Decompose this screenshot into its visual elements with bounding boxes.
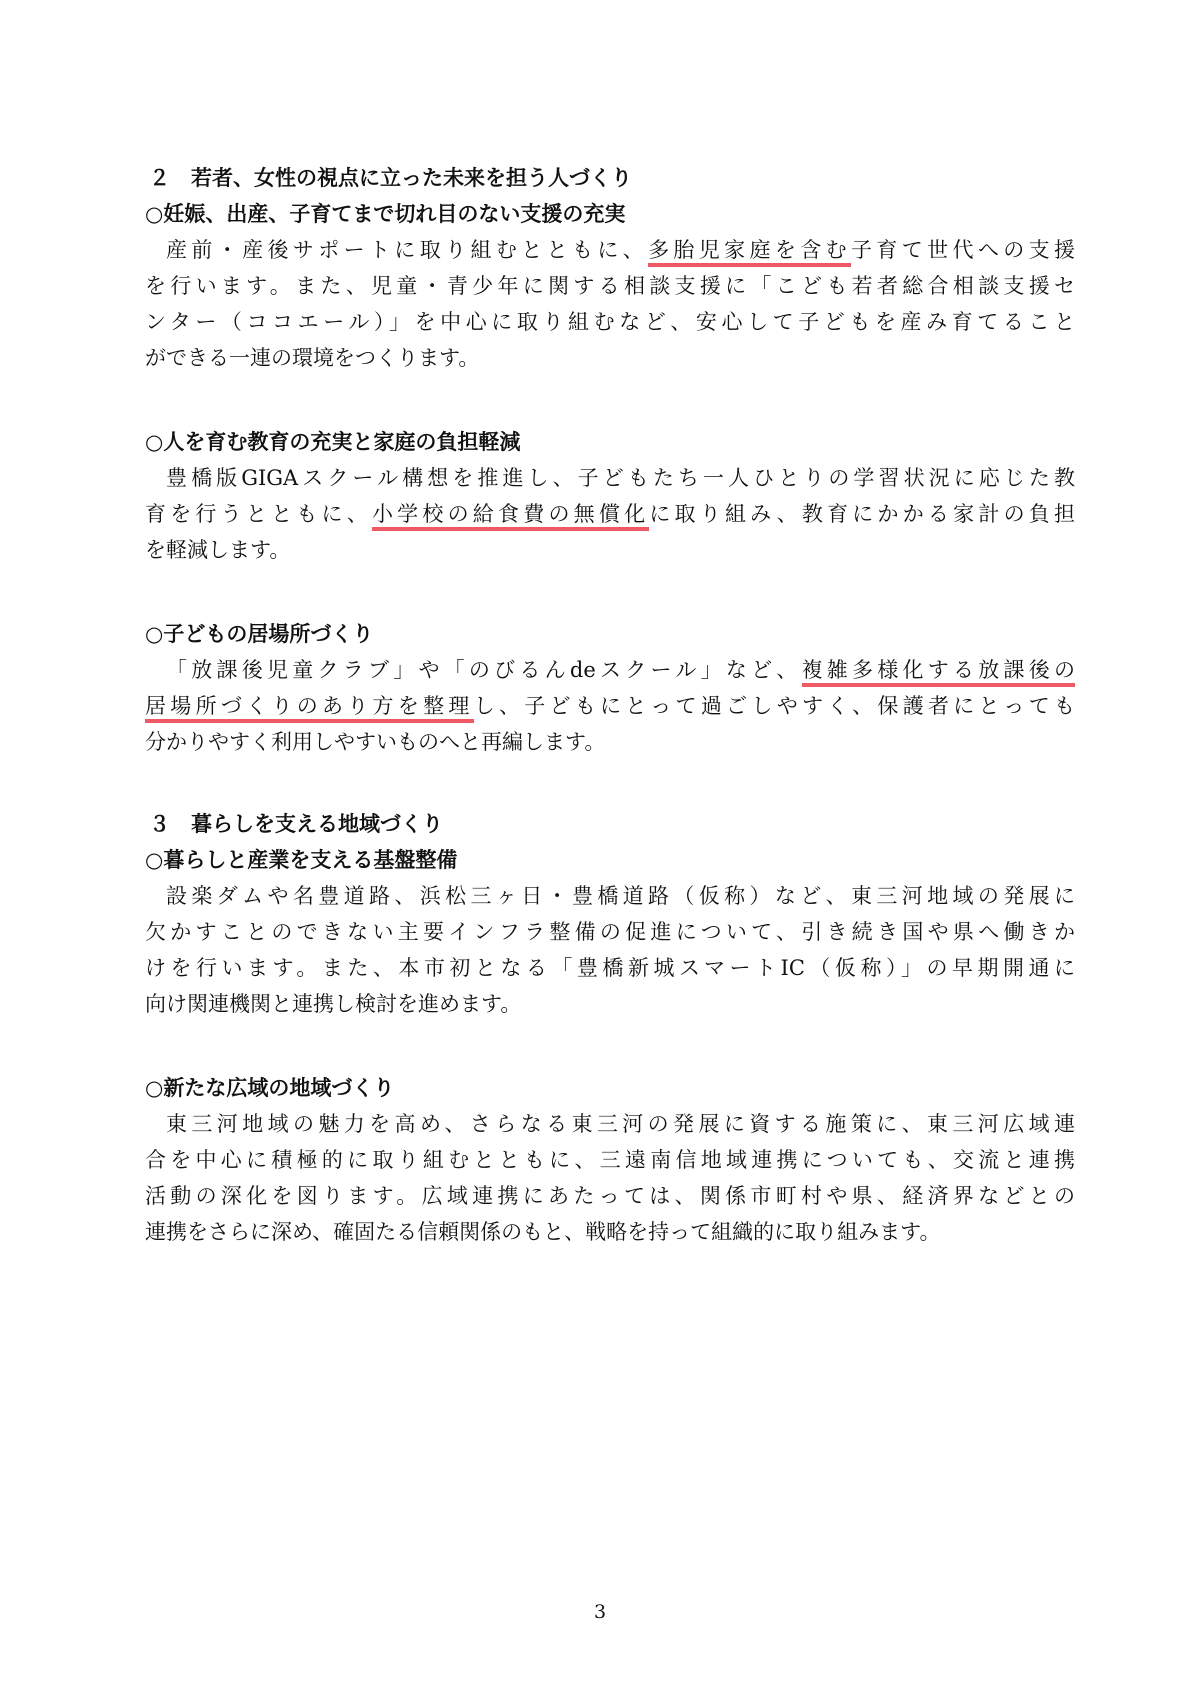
paragraph-line: ンター（ココエール）」を中心に取り組むなど、安心して子どもを産み育てること — [145, 310, 1075, 334]
highlighted-phrase: 多胎児家庭を含む — [648, 238, 851, 267]
paragraph-line: を軽減します。 — [145, 538, 291, 562]
paragraph-line: 設楽ダムや名豊道路、浜松三ヶ日・豊橋道路（仮称）など、東三河地域の発展に — [166, 884, 1075, 908]
paragraph-line: 豊橋版GIGAスクール構想を推進し、子どもたち一人ひとりの学習状況に応じた教 — [166, 466, 1075, 490]
subheading-regional: ○新たな広域の地域づくり — [145, 1075, 395, 1100]
document-body — [145, 160, 1075, 1250]
subheading-pregnancy-support: ○妊娠、出産、子育てまで切れ目のない支援の充実 — [145, 201, 626, 226]
subheading-childrens-place: ○子どもの居場所づくり — [145, 621, 374, 646]
paragraph-line: 活動の深化を図ります。広域連携にあたっては、関係市町村や県、経済界などとの — [145, 1184, 1075, 1208]
section-2-title: ２ 若者、女性の視点に立った未来を担う人づくり — [149, 166, 632, 190]
paragraph-education — [145, 460, 1075, 568]
highlighted-phrase: 小学校の給食費の無償化 — [372, 502, 649, 531]
section-3-title: ３ 暮らしを支える地域づくり — [149, 812, 443, 836]
paragraph-line: 合を中心に積極的に取り組むとともに、三遠南信地域連携についても、交流と連携 — [145, 1148, 1075, 1172]
paragraph-line: 分かりやすく利用しやすいものへと再編します。 — [145, 730, 606, 754]
paragraph-line: 連携をさらに深め、確固たる信頼関係のもと、戦略を持って組織的に取り組みます。 — [145, 1220, 941, 1244]
paragraph-line: 産前・産後サポートに取り組むとともに、多胎児家庭を含む子育て世代への支援 — [145, 232, 1075, 268]
paragraph-line: を行います。また、児童・青少年に関する相談支援に「こども若者総合相談支援セ — [145, 274, 1075, 298]
highlighted-phrase: 居場所づくりのあり方を整理 — [145, 694, 474, 723]
paragraph-line: 東三河地域の魅力を高め、さらなる東三河の発展に資する施策に、東三河広域連 — [166, 1112, 1075, 1136]
paragraph-childrens-place — [145, 652, 1075, 760]
paragraph-regional — [145, 1106, 1075, 1250]
paragraph-line: 欠かすことのできない主要インフラ整備の促進について、引き続き国や県へ働きか — [145, 920, 1075, 944]
page-number: 3 — [593, 1601, 607, 1623]
highlighted-phrase: 複雑多様化する放課後の — [802, 658, 1075, 687]
paragraph-pregnancy-support — [145, 232, 1075, 376]
paragraph-line: 居場所づくりのあり方を整理し、子どもにとって過ごしやすく、保護者にとっても — [145, 688, 1075, 724]
paragraph-line: 「放課後児童クラブ」や「のびるんdeスクール」など、複雑多様化する放課後の — [145, 652, 1075, 688]
subheading-education: ○人を育む教育の充実と家庭の負担軽減 — [145, 429, 521, 454]
paragraph-line: 向け関連機関と連携し検討を進めます。 — [145, 992, 522, 1016]
paragraph-line: ができる一連の環境をつくります。 — [145, 346, 480, 370]
paragraph-line: けを行います。また、本市初となる「豊橋新城スマートIC（仮称）」の早期開通に — [145, 956, 1075, 980]
subheading-infrastructure: ○暮らしと産業を支える基盤整備 — [145, 847, 458, 872]
paragraph-infrastructure — [145, 878, 1075, 1022]
paragraph-line: 育を行うとともに、小学校の給食費の無償化に取り組み、教育にかかる家計の負担 — [145, 496, 1075, 532]
